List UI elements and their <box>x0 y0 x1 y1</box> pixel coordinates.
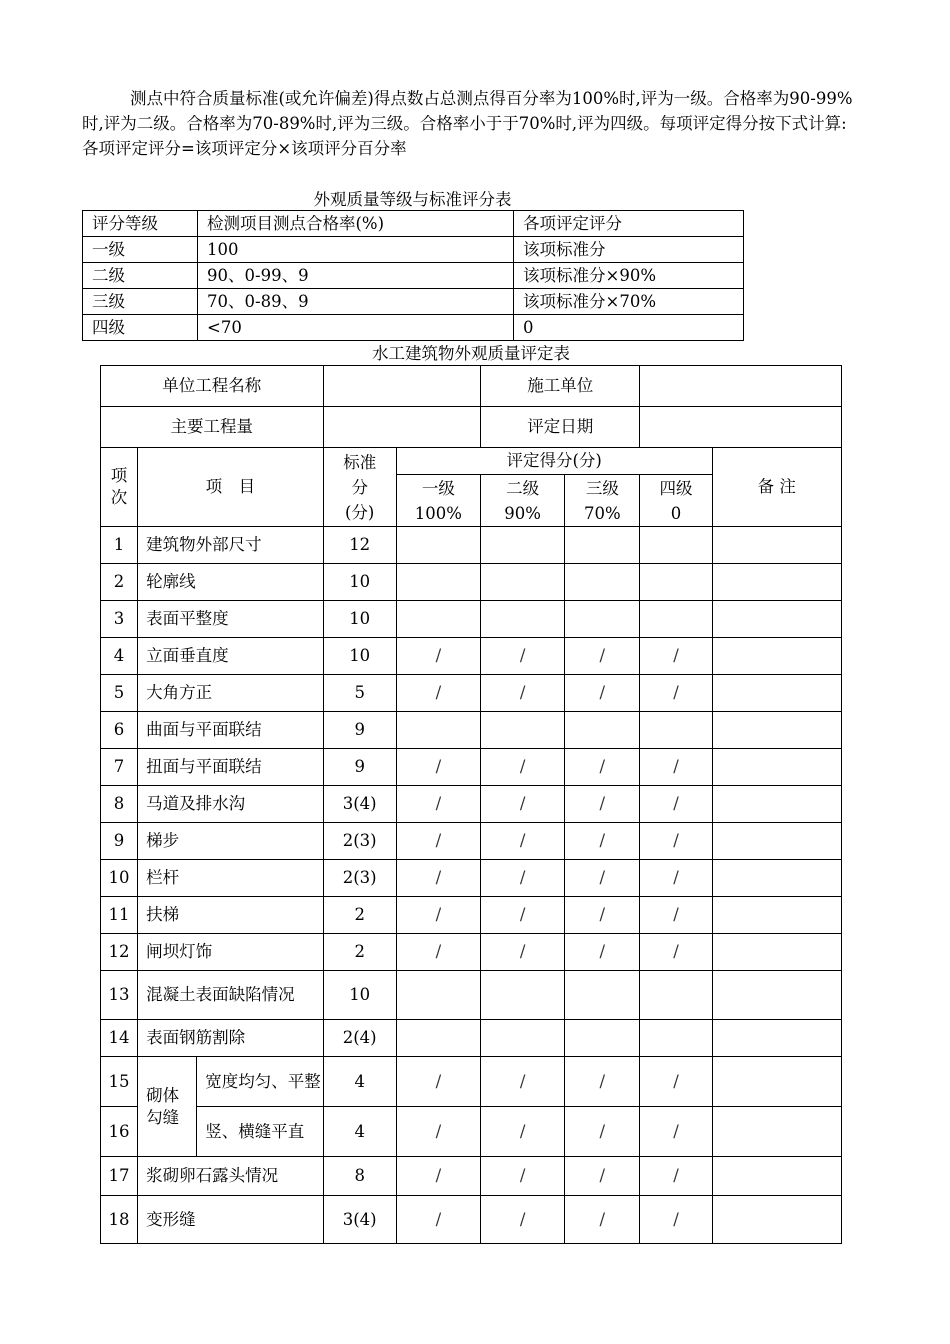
score-cell[interactable] <box>396 712 480 749</box>
score-cell[interactable] <box>396 564 480 601</box>
score-cell[interactable] <box>396 527 480 564</box>
remark-cell[interactable] <box>712 860 841 897</box>
grade-percent: 100% <box>414 503 462 523</box>
row-std-score: 10 <box>323 638 396 675</box>
remark-cell[interactable] <box>712 897 841 934</box>
remark-cell[interactable] <box>712 1157 841 1196</box>
score-cell[interactable]: / <box>396 934 480 971</box>
table-row <box>101 749 842 786</box>
table1-cell: 100 <box>198 237 514 263</box>
intro-paragraph: 测点中符合质量标准(或允许偏差)得点数占总测点得百分率为100%时,评为一级。合格率为90-99%时,评为二级。合格率为70-89%时,评为三级。合格率小于于70%时,评为四级。每项评定得分按下式计算: <box>82 89 853 133</box>
table1-cell: 检测项目测点合格率(%) <box>198 211 514 237</box>
score-cell[interactable]: / <box>640 638 712 675</box>
score-cell[interactable]: / <box>481 749 565 786</box>
score-cell[interactable]: / <box>565 638 640 675</box>
header-grade-1 <box>396 475 480 527</box>
row-index: 1 <box>101 527 138 564</box>
table1-cell: 70、0-89、9 <box>198 289 514 315</box>
table1-row <box>83 263 744 289</box>
table-row <box>101 1020 842 1057</box>
remark-cell[interactable] <box>712 1020 841 1057</box>
remark-cell[interactable] <box>712 712 841 749</box>
score-cell[interactable]: / <box>565 749 640 786</box>
row-std-score: 5 <box>323 675 396 712</box>
row-std-score: 4 <box>323 1057 396 1107</box>
row-std-score: 10 <box>323 564 396 601</box>
row-index: 4 <box>101 638 138 675</box>
score-cell[interactable] <box>640 1020 712 1057</box>
remark-cell[interactable] <box>712 564 841 601</box>
table-row <box>101 860 842 897</box>
score-cell[interactable]: / <box>481 897 565 934</box>
row-index: 6 <box>101 712 138 749</box>
score-cell[interactable]: / <box>481 1157 565 1196</box>
score-cell[interactable]: / <box>640 786 712 823</box>
row-index: 17 <box>101 1157 138 1196</box>
row-std-score: 10 <box>323 601 396 638</box>
table1-row <box>83 237 744 263</box>
score-cell[interactable]: / <box>396 1157 480 1196</box>
table1-cell: 该项标准分×70% <box>514 289 744 315</box>
table1-cell: 三级 <box>83 289 198 315</box>
table1-row <box>83 289 744 315</box>
remark-cell[interactable] <box>712 823 841 860</box>
score-cell[interactable] <box>481 527 565 564</box>
table-row <box>101 1107 842 1157</box>
info-row <box>101 366 842 407</box>
score-cell[interactable]: / <box>481 934 565 971</box>
score-cell[interactable] <box>565 527 640 564</box>
remark-cell[interactable] <box>712 527 841 564</box>
score-cell[interactable] <box>640 601 712 638</box>
score-cell[interactable] <box>481 712 565 749</box>
remark-cell[interactable] <box>712 1057 841 1107</box>
group-label: 砌体勾缝 <box>138 1057 197 1157</box>
row-item: 浆砌卵石露头情况 <box>138 1157 324 1196</box>
row-index: 5 <box>101 675 138 712</box>
date-field[interactable] <box>640 407 842 448</box>
table1-cell: 90、0-99、9 <box>198 263 514 289</box>
table1-cell: 0 <box>514 315 744 341</box>
remark-cell[interactable] <box>712 638 841 675</box>
score-cell[interactable]: / <box>481 638 565 675</box>
score-cell[interactable] <box>640 527 712 564</box>
row-std-score: 3(4) <box>323 1196 396 1244</box>
score-cell[interactable]: / <box>396 1107 480 1157</box>
header-index: 项次 <box>101 448 138 527</box>
score-cell[interactable] <box>481 564 565 601</box>
grade-name: 四级 <box>659 478 693 498</box>
intro-formula: 各项评定评分=该项评定分×该项评分百分率 <box>82 139 407 158</box>
score-cell[interactable]: / <box>565 934 640 971</box>
table-row <box>101 1196 842 1244</box>
quantity-field[interactable] <box>323 407 480 448</box>
header-grade-2 <box>481 475 565 527</box>
score-cell[interactable] <box>481 601 565 638</box>
score-cell[interactable]: / <box>640 897 712 934</box>
score-cell[interactable]: / <box>396 1196 480 1244</box>
score-cell[interactable] <box>565 601 640 638</box>
score-cell[interactable]: / <box>481 860 565 897</box>
row-item: 立面垂直度 <box>138 638 324 675</box>
score-cell[interactable] <box>565 564 640 601</box>
unit-name-field[interactable] <box>323 366 480 407</box>
row-std-score: 9 <box>323 749 396 786</box>
score-cell[interactable]: / <box>396 638 480 675</box>
score-cell[interactable]: / <box>481 1057 565 1107</box>
row-std-score: 8 <box>323 1157 396 1196</box>
row-item: 马道及排水沟 <box>138 786 324 823</box>
table1-cell: <70 <box>198 315 514 341</box>
row-item: 建筑物外部尺寸 <box>138 527 324 564</box>
table-row <box>101 897 842 934</box>
remark-cell[interactable] <box>712 971 841 1020</box>
score-cell[interactable] <box>640 712 712 749</box>
table1-cell: 四级 <box>83 315 198 341</box>
row-item: 竖、横缝平直 <box>197 1107 323 1157</box>
row-item: 扭面与平面联结 <box>138 749 324 786</box>
row-item: 闸坝灯饰 <box>138 934 324 971</box>
score-cell[interactable] <box>396 1020 480 1057</box>
table-row <box>101 638 842 675</box>
grade-name: 三级 <box>585 478 619 498</box>
row-std-score: 2(4) <box>323 1020 396 1057</box>
score-cell[interactable]: / <box>481 786 565 823</box>
row-index: 16 <box>101 1107 138 1157</box>
table1-cell: 一级 <box>83 237 198 263</box>
remark-cell[interactable] <box>712 1107 841 1157</box>
score-cell[interactable]: / <box>640 823 712 860</box>
table-row <box>101 527 842 564</box>
score-cell[interactable]: / <box>481 1107 565 1157</box>
row-std-score: 4 <box>323 1107 396 1157</box>
table-row <box>101 934 842 971</box>
remark-cell[interactable] <box>712 1196 841 1244</box>
header-remark: 备 注 <box>712 448 841 527</box>
row-index: 2 <box>101 564 138 601</box>
row-std-score: 9 <box>323 712 396 749</box>
row-index: 7 <box>101 749 138 786</box>
score-cell[interactable]: / <box>396 823 480 860</box>
remark-cell[interactable] <box>712 749 841 786</box>
remark-cell[interactable] <box>712 786 841 823</box>
date-label: 评定日期 <box>481 407 640 448</box>
row-std-score: 2 <box>323 934 396 971</box>
row-index: 3 <box>101 601 138 638</box>
header-std: 标准分(分) <box>323 448 396 527</box>
quantity-label: 主要工程量 <box>101 407 324 448</box>
score-cell[interactable]: / <box>640 860 712 897</box>
score-cell[interactable] <box>481 971 565 1020</box>
score-cell[interactable]: / <box>640 934 712 971</box>
row-std-score: 2(3) <box>323 823 396 860</box>
score-cell[interactable]: / <box>640 749 712 786</box>
row-std-score: 2(3) <box>323 860 396 897</box>
row-item: 扶梯 <box>138 897 324 934</box>
table-row <box>101 971 842 1020</box>
table1-row <box>83 315 744 341</box>
score-cell[interactable] <box>396 971 480 1020</box>
table-row <box>101 564 842 601</box>
row-item: 变形缝 <box>138 1196 324 1244</box>
row-index: 13 <box>101 971 138 1020</box>
score-cell[interactable]: / <box>565 786 640 823</box>
row-index: 8 <box>101 786 138 823</box>
score-cell[interactable] <box>640 971 712 1020</box>
header-grade-4 <box>640 475 712 527</box>
score-cell[interactable]: / <box>640 1157 712 1196</box>
score-cell[interactable]: / <box>640 675 712 712</box>
score-cell[interactable]: / <box>396 1057 480 1107</box>
row-item: 表面平整度 <box>138 601 324 638</box>
score-cell[interactable]: / <box>565 675 640 712</box>
score-cell[interactable]: / <box>565 823 640 860</box>
row-item: 大角方正 <box>138 675 324 712</box>
score-cell[interactable]: / <box>396 786 480 823</box>
table1-cell: 二级 <box>83 263 198 289</box>
remark-cell[interactable] <box>712 601 841 638</box>
score-cell[interactable]: / <box>565 860 640 897</box>
table-row <box>101 712 842 749</box>
table1-cell: 各项评定评分 <box>514 211 744 237</box>
score-cell[interactable]: / <box>565 1157 640 1196</box>
row-index: 15 <box>101 1057 138 1107</box>
grade-percent: 0 <box>670 503 682 523</box>
remark-cell[interactable] <box>712 675 841 712</box>
intro-text <box>82 86 872 161</box>
grade-percent: 70% <box>583 503 621 523</box>
row-index: 18 <box>101 1196 138 1244</box>
row-item: 表面钢筋割除 <box>138 1020 324 1057</box>
row-item: 宽度均匀、平整 <box>197 1057 323 1107</box>
table-row <box>101 786 842 823</box>
row-index: 12 <box>101 934 138 971</box>
table1-header-row <box>83 211 744 237</box>
row-std-score: 3(4) <box>323 786 396 823</box>
table-row <box>101 1057 842 1107</box>
header-score-group: 评定得分(分) <box>396 448 712 475</box>
table2-title: 水工建筑物外观质量评定表 <box>372 344 570 363</box>
table-row <box>101 823 842 860</box>
score-cell[interactable]: / <box>565 1057 640 1107</box>
row-index: 11 <box>101 897 138 934</box>
grade-name: 二级 <box>506 478 540 498</box>
score-cell[interactable]: / <box>640 1107 712 1157</box>
unit-name-label: 单位工程名称 <box>101 366 324 407</box>
score-cell[interactable]: / <box>481 823 565 860</box>
row-item: 曲面与平面联结 <box>138 712 324 749</box>
score-cell[interactable]: / <box>481 1196 565 1244</box>
row-item: 轮廓线 <box>138 564 324 601</box>
score-cell[interactable] <box>565 971 640 1020</box>
score-cell[interactable] <box>640 564 712 601</box>
contractor-field[interactable] <box>640 366 842 407</box>
row-item: 混凝土表面缺陷情况 <box>138 971 324 1020</box>
table1-cell: 该项标准分 <box>514 237 744 263</box>
table1-cell: 评分等级 <box>83 211 198 237</box>
remark-cell[interactable] <box>712 934 841 971</box>
score-cell[interactable]: / <box>396 675 480 712</box>
table1-cell: 该项标准分×90% <box>514 263 744 289</box>
row-std-score: 12 <box>323 527 396 564</box>
score-cell[interactable] <box>481 1020 565 1057</box>
header-grade-3 <box>565 475 640 527</box>
row-item: 栏杆 <box>138 860 324 897</box>
score-cell[interactable] <box>565 712 640 749</box>
grade-score-table <box>82 210 744 341</box>
grade-name: 一级 <box>421 478 455 498</box>
row-item: 梯步 <box>138 823 324 860</box>
score-cell[interactable]: / <box>396 749 480 786</box>
appearance-quality-table <box>100 365 842 1244</box>
score-cell[interactable]: / <box>640 1057 712 1107</box>
header-item: 项 目 <box>138 448 324 527</box>
score-cell[interactable] <box>565 1020 640 1057</box>
score-cell[interactable]: / <box>396 897 480 934</box>
score-cell[interactable] <box>396 601 480 638</box>
score-cell[interactable]: / <box>396 860 480 897</box>
row-index: 10 <box>101 860 138 897</box>
score-cell[interactable]: / <box>565 1107 640 1157</box>
score-cell[interactable]: / <box>565 897 640 934</box>
row-std-score: 2 <box>323 897 396 934</box>
row-index: 9 <box>101 823 138 860</box>
grade-percent: 90% <box>504 503 541 523</box>
table-row <box>101 675 842 712</box>
row-std-score: 10 <box>323 971 396 1020</box>
info-row <box>101 407 842 448</box>
table-row <box>101 601 842 638</box>
header-row <box>101 448 842 475</box>
table1-title: 外观质量等级与标准评分表 <box>313 190 512 209</box>
score-cell[interactable]: / <box>481 675 565 712</box>
row-index: 14 <box>101 1020 138 1057</box>
contractor-label: 施工单位 <box>481 366 640 407</box>
score-cell[interactable]: / <box>640 1196 712 1244</box>
score-cell[interactable]: / <box>565 1196 640 1244</box>
table-row <box>101 1157 842 1196</box>
